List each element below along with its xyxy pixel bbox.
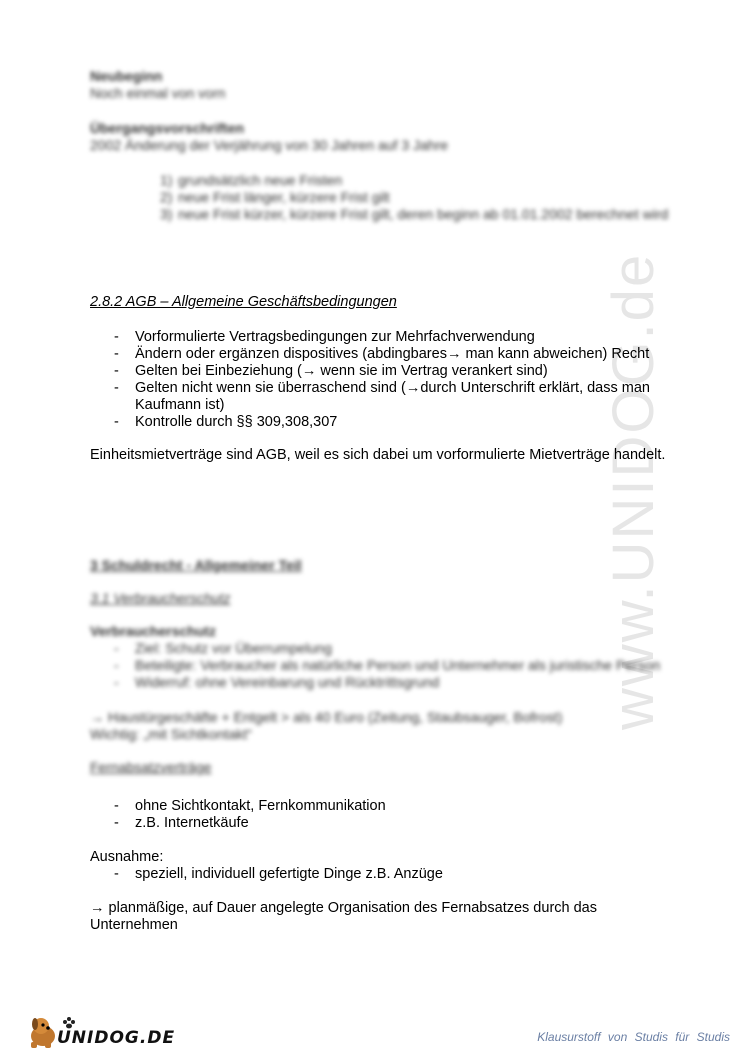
heading-verbraucherschutz: Verbraucherschutz — [90, 623, 217, 639]
watermark-text: www.UNIDOG.de — [601, 252, 666, 730]
unidog-logo — [25, 1012, 185, 1052]
text-haustuer: → Haustürgeschäfte + Entgelt > als 40 Euro (Zeitung, Staubsauger, Bofrost) — [90, 709, 563, 725]
blurred-section-top — [90, 68, 690, 223]
heading-neubeginn: Neubeginn — [90, 68, 163, 84]
text-neubeginn: Noch einmal von vorn — [90, 85, 226, 101]
agb-section — [90, 294, 690, 464]
list-uebergang — [90, 172, 690, 223]
heading-uebergang: Übergangsvorschriften — [90, 120, 245, 136]
agb-paragraph: Einheitsmietverträge sind AGB, weil es sich dabei um vorformulierte Mietverträge handelt. — [90, 447, 666, 463]
agb-heading: 2.8.2 AGB – Allgemeine Geschäftsbedingungen — [90, 294, 397, 310]
final-paragraph: → planmäßige, auf Dauer angelegte Organisation des Fernabsatzes durch das Unternehmen — [90, 900, 597, 933]
list-item: - z.B. Internetkäufe — [90, 815, 690, 832]
text-uebergang: 2002 Änderung der Verjährung von 30 Jahren auf 3 Jahre — [90, 137, 449, 153]
list-item: 3) neue Frist kürzer, kürzere Frist gilt, deren beginn ab 01.01.2002 berechnet wird — [160, 206, 669, 222]
list-item: - Widerruf: ohne Vereinbarung und Rücktrittsgrund — [90, 674, 680, 691]
fernabsatz-list — [90, 798, 690, 832]
list-item: - Gelten bei Einbeziehung (→ wenn sie im Vertrag verankert sind) — [90, 363, 690, 380]
list-item: - Ändern oder ergänzen dispositives (abdingbares→ man kann abweichen) Recht — [90, 346, 690, 363]
list-item: - Ziel: Schutz vor Überrumpelung — [90, 640, 680, 657]
list-item: - speziell, individuell gefertigte Dinge z.B. Anzüge — [90, 866, 690, 883]
heading-fernabsatz: Fernabsatzverträge — [90, 759, 212, 775]
list-item: - Vorformulierte Vertragsbedingungen zur Mehrfachverwendung — [90, 329, 690, 346]
list-verbraucherschutz — [90, 640, 680, 691]
list-item: - Gelten nicht wenn sie überraschend sind (→durch Unterschrift erklärt, dass man Kaufmann ist) — [90, 380, 690, 414]
fernabsatz-section — [90, 798, 690, 934]
agb-list — [90, 329, 690, 431]
heading-schuldrecht: 3 Schuldrecht - Allgemeiner Teil — [90, 557, 302, 573]
ausnahme-label: Ausnahme: — [90, 849, 164, 865]
ausnahme-list — [90, 866, 690, 883]
list-item: 2) neue Frist länger, kürzere Frist gilt — [160, 189, 390, 205]
list-item: - Kontrolle durch §§ 309,308,307 — [90, 414, 690, 431]
text-wichtig: Wichtig: „mit Sichtkontakt“ — [90, 726, 252, 742]
heading-verbraucherschutz-sub: 3.1 Verbraucherschutz — [90, 590, 231, 606]
blurred-section-mid — [90, 557, 690, 776]
list-item: - ohne Sichtkontakt, Fernkommunikation — [90, 798, 690, 815]
logo-text: UNIDOG.DE — [57, 1028, 176, 1048]
list-item: 1) grundsätzlich neue Fristen — [160, 172, 343, 188]
footer-tagline: Klausurstoff von Studis für Studis — [537, 1030, 730, 1044]
list-item: - Beteiligte: Verbraucher als natürliche Person und Unternehmer als juristische Person — [90, 657, 680, 674]
